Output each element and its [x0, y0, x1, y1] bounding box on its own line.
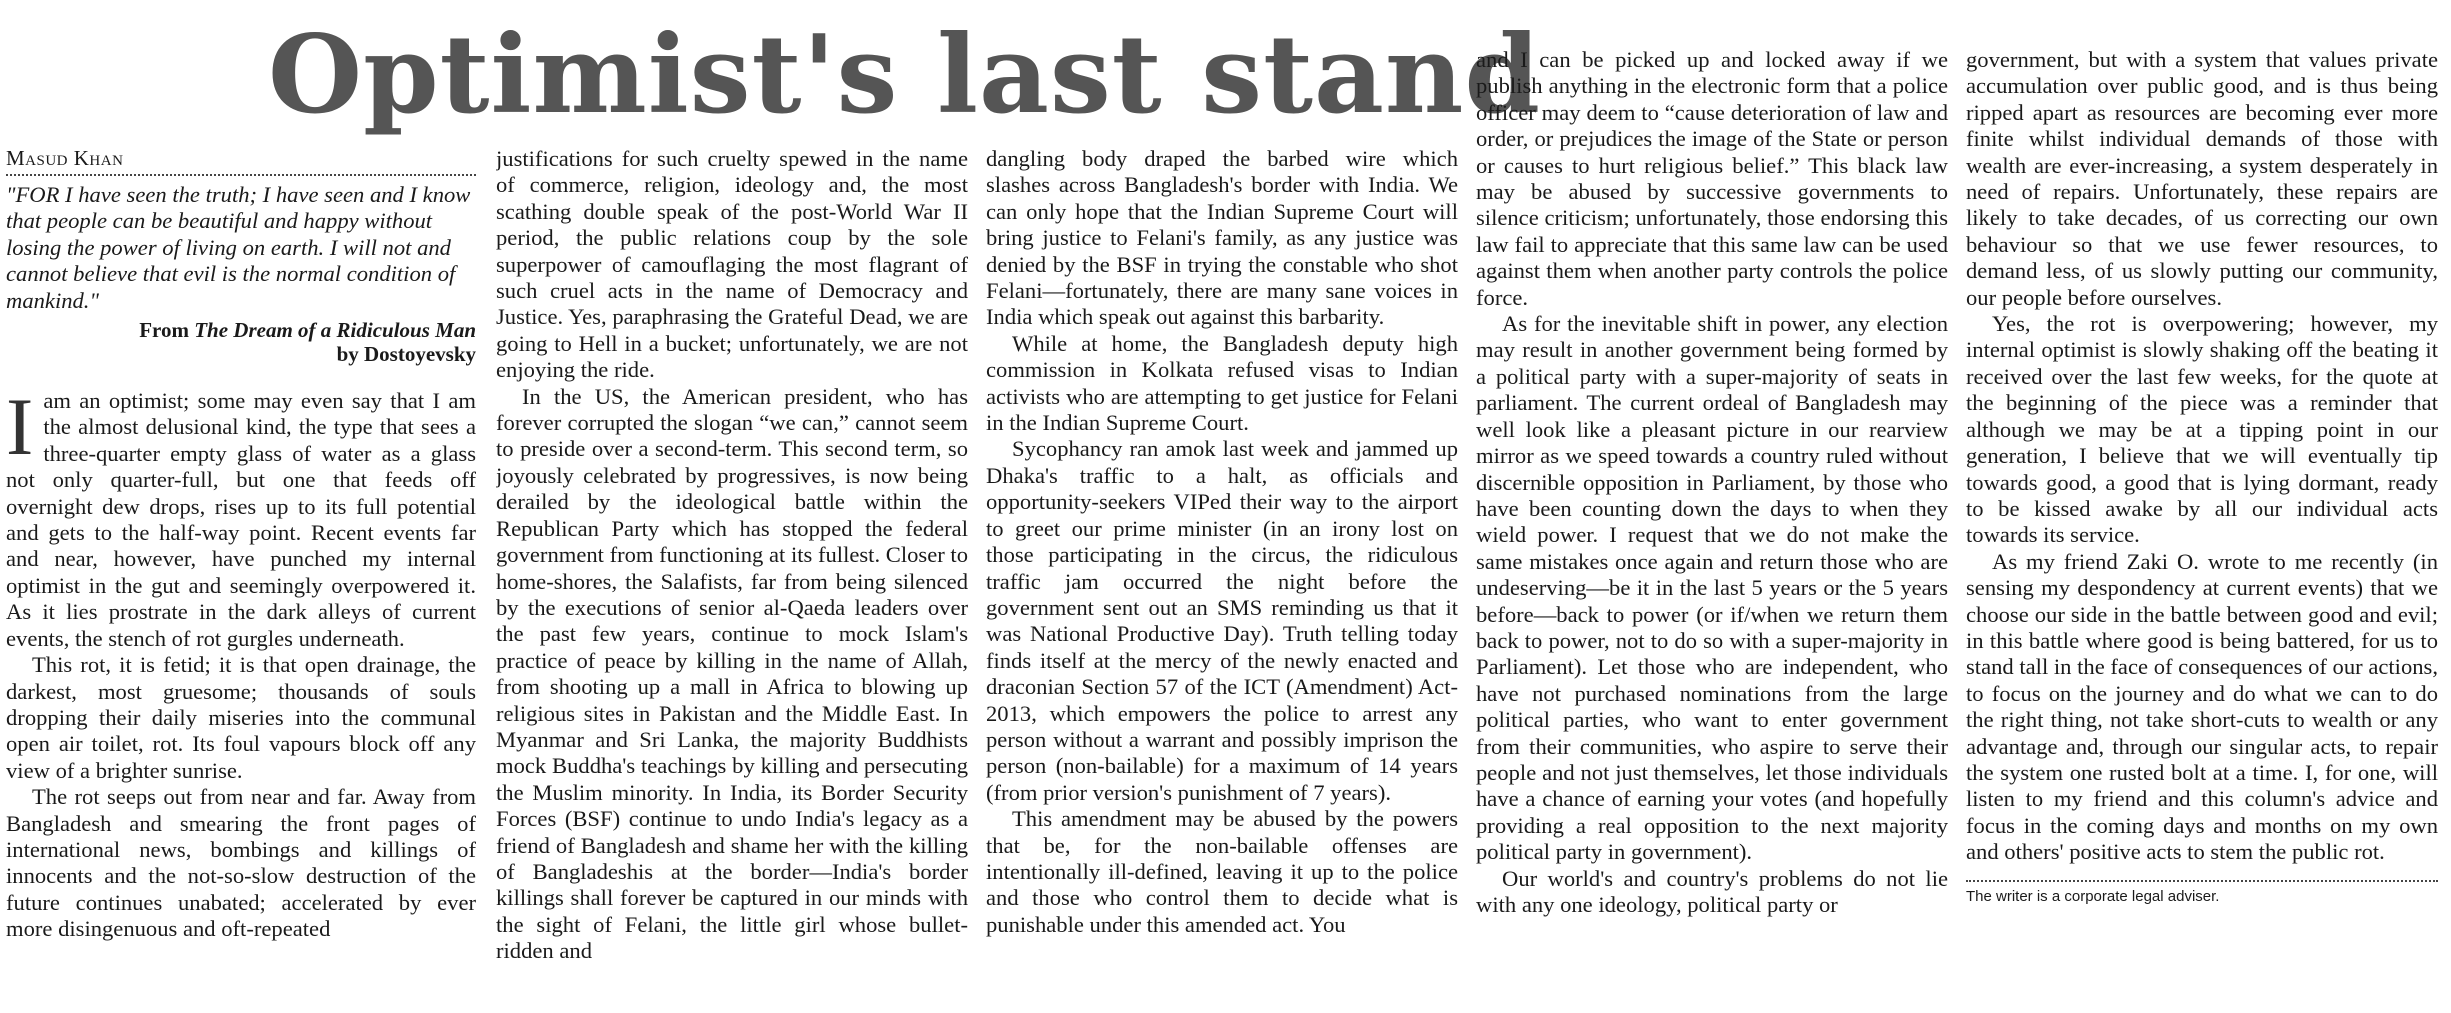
paragraph-8: As for the inevitable shift in power, any election may result in another government being formed by a political party with a super-majority of seats in parliament. The current ordeal of Bangladesh may well look like a pleasant picture in our rearview mirror as we speed towards a country ruled without discernible opposition in Parliament, by those who have been counting down the days to when they wield power. I request that we do not make the same mistakes once again and return those who are undeserving—be it in the last 5 years or the 5 years before—back to power (or if/when we return them back to power, not to do so with a super-majority in Parliament). Let those who are independent, who have not purchased nominations from the large political parties, who want to enter government from their communities, who aspire to serve their people and not just themselves, let those individuals have a chance of earning your votes (and hopefully providing a real opposition to the next majority political party in government).: [1476, 311, 1948, 865]
paragraph-3-continued: justifications for such cruelty spewed in the name of commerce, religion, ideology and, the most scathing double speak of the post-World War II period, the public relations coup by the sole superpower of camouflaging the most flagrant of such cruel acts in the name of Democracy and Justice. Yes, paraphrasing the Grateful Dead, we are going to Hell in a bucket; unfortunately, we are not enjoying the ride.: [496, 146, 968, 383]
column-3: [986, 146, 1458, 938]
paragraph-5: While at home, the Bangladesh deputy high commission in Kolkata refused visas to Indian activists who are attempting to get justice for Felani in the Indian Supreme Court.: [986, 330, 1458, 436]
paragraph-1: [6, 381, 476, 652]
epigraph-attribution: [6, 318, 476, 366]
paragraph-1-text: am an optimist; some may even say that I am the almost delusional kind, the type that sees a three-quarter empty glass of water as a glass not only quarter-full, but one that feeds off overnight dew drops, rises up to its full potential and gets to the half-way point. Recent events far and near, however, have punched my internal optimist in the gut and seemingly overpowered it. As it lies prostrate in the dark alleys of current events, the stench of rot gurgles underneath.: [6, 388, 476, 651]
paragraph-4: In the US, the American president, who has forever corrupted the slogan “we can,” cannot seem to preside over a second-term. This second term, so joyously celebrated by progressives, is now being derailed by the ideological battle within the Republican Party which has stopped the federal government from functioning at its fullest. Closer to home-shores, the Salafists, far from being silenced by the executions of senior al-Qaeda leaders over the past few years, continue to mock Islam's practice of peace by killing in the name of Allah, from shooting up a mall in Africa to blowing up religious sites in Pakistan and the Middle East. In Myanmar and Sri Lanka, the majority Buddhists mock Buddha's teachings by killing and persecuting the Muslim minority. In India, its Border Security Forces (BSF) continue to undo India's legacy as a friend of Bangladesh and shame her with the killing of Bangladeshis at the border—India's border killings shall forever be captured in our minds with the sight of Felani, the little girl whose bullet-ridden and: [496, 383, 968, 964]
paragraph-7-continued: and I can be picked up and locked away if we publish anything in the electronic form that a police officer may deem to “cause deterioration of law and order, or prejudices the image of the State or person or causes to hurt religious belief.” This black law may be abused by successive governments to silence criticism; unfortunately, those endorsing this law fail to appreciate that this same law can be used against them when another party controls the police force.: [1476, 47, 1948, 310]
column-1: [6, 146, 476, 943]
attribution-prefix: From: [139, 318, 195, 343]
paragraph-4-continued: dangling body draped the barbed wire which slashes across Bangladesh's border with India. We can only hope that the Indian Supreme Court will bring justice to Felani's family, as any justice was denied by the BSF in trying the constable who shot Felani—fortunately, there are many sane voices in India which speak out against this barbarity.: [986, 146, 1458, 330]
column-4: [1476, 47, 1948, 918]
paragraph-9: Our world's and country's problems do not lie with any one ideology, political party or: [1476, 865, 1948, 917]
paragraph-7: This amendment may be abused by the powers that be, for the non-bailable offenses are intentionally ill-defined, leaving it up to the police and those who control them to decide what is punishable under this amended act. You: [986, 806, 1458, 937]
column-5: [1966, 47, 2438, 906]
paragraph-2: This rot, it is fetid; it is that open drainage, the darkest, most gruesome; thousands of souls dropping their daily miseries into the communal open air toilet, rot. Its foul vapours block off any view of a brighter sunrise.: [6, 652, 476, 783]
author-byline: Masud Khan: [6, 146, 476, 176]
epigraph-quote: "FOR I have seen the truth; I have seen and I know that people can be beautiful and happy without losing the power of living on earth. I will not and cannot believe that evil is the normal condition of mankind.": [6, 182, 471, 313]
paragraph-11: As my friend Zaki O. wrote to me recently (in sensing my despondency at current events) that we choose our side in the battle between good and evil; in this battle where good is being battered, for us to stand tall in the face of consequences of our actions, to focus on the journey and do what we can to do the right thing, not take short-cuts to wealth or any advantage and, through our singular acts, to repair the system one rusted bolt at a time. I, for one, will listen to my friend and this column's advice and focus in the coming days and months on my own and others' positive acts to stem the public rot.: [1966, 548, 2438, 865]
paragraph-6: Sycophancy ran amok last week and jammed up Dhaka's traffic to a halt, as officials and opportunity-seekers VIPed their way to the airport to greet our prime minister (in an irony lost on those participating in the circus, the ridiculous traffic jam occurred the night before the government sent out an SMS reminding us that it was National Productive Day). Truth telling today finds itself at the mercy of the newly enacted and draconian Section 57 of the ICT (Amendment) Act-2013, which empowers the police to arrest any person without a warrant and possibly imprison the person (non-bailable) for a maximum of 14 years (from prior version's punishment of 7 years).: [986, 436, 1458, 805]
author-note: The writer is a corporate legal adviser.: [1966, 880, 2438, 906]
column-2: [496, 146, 968, 965]
paragraph-9-continued: government, but with a system that values private accumulation over public good, and is thus being ripped apart as resources are becoming ever more finite whilst individual demands of those with wealth are ever-increasing, a system desperately in need of repairs. Unfortunately, these repairs are likely to take decades, of us correcting our own behaviour so that we use fewer resources, to demand less, of us slowly putting our community, our people before ourselves.: [1966, 47, 2438, 310]
attribution-title: The Dream of a Ridiculous Man: [194, 318, 476, 343]
drop-cap: I: [6, 381, 34, 473]
paragraph-10: Yes, the rot is overpowering; however, my internal optimist is slowly shaking off the beating it received over the last few weeks, for the quote at the beginning of the piece was a reminder that although we may be at a tipping point in our generation, I believe that we will eventually tip towards good, a good that is lying dormant, ready to be kissed awake by all our individual acts towards its service.: [1966, 311, 2438, 548]
headline: Optimist's last stand: [268, 12, 1541, 138]
paragraph-3: The rot seeps out from near and far. Away from Bangladesh and smearing the front pages of international news, bombings and killings of innocents and the not-so-slow destruction of the future continues unabated; accelerated by ever more disingenuous and oft-repeated: [6, 784, 476, 942]
attribution-author: by Dostoyevsky: [336, 342, 476, 367]
epigraph: [6, 182, 476, 314]
